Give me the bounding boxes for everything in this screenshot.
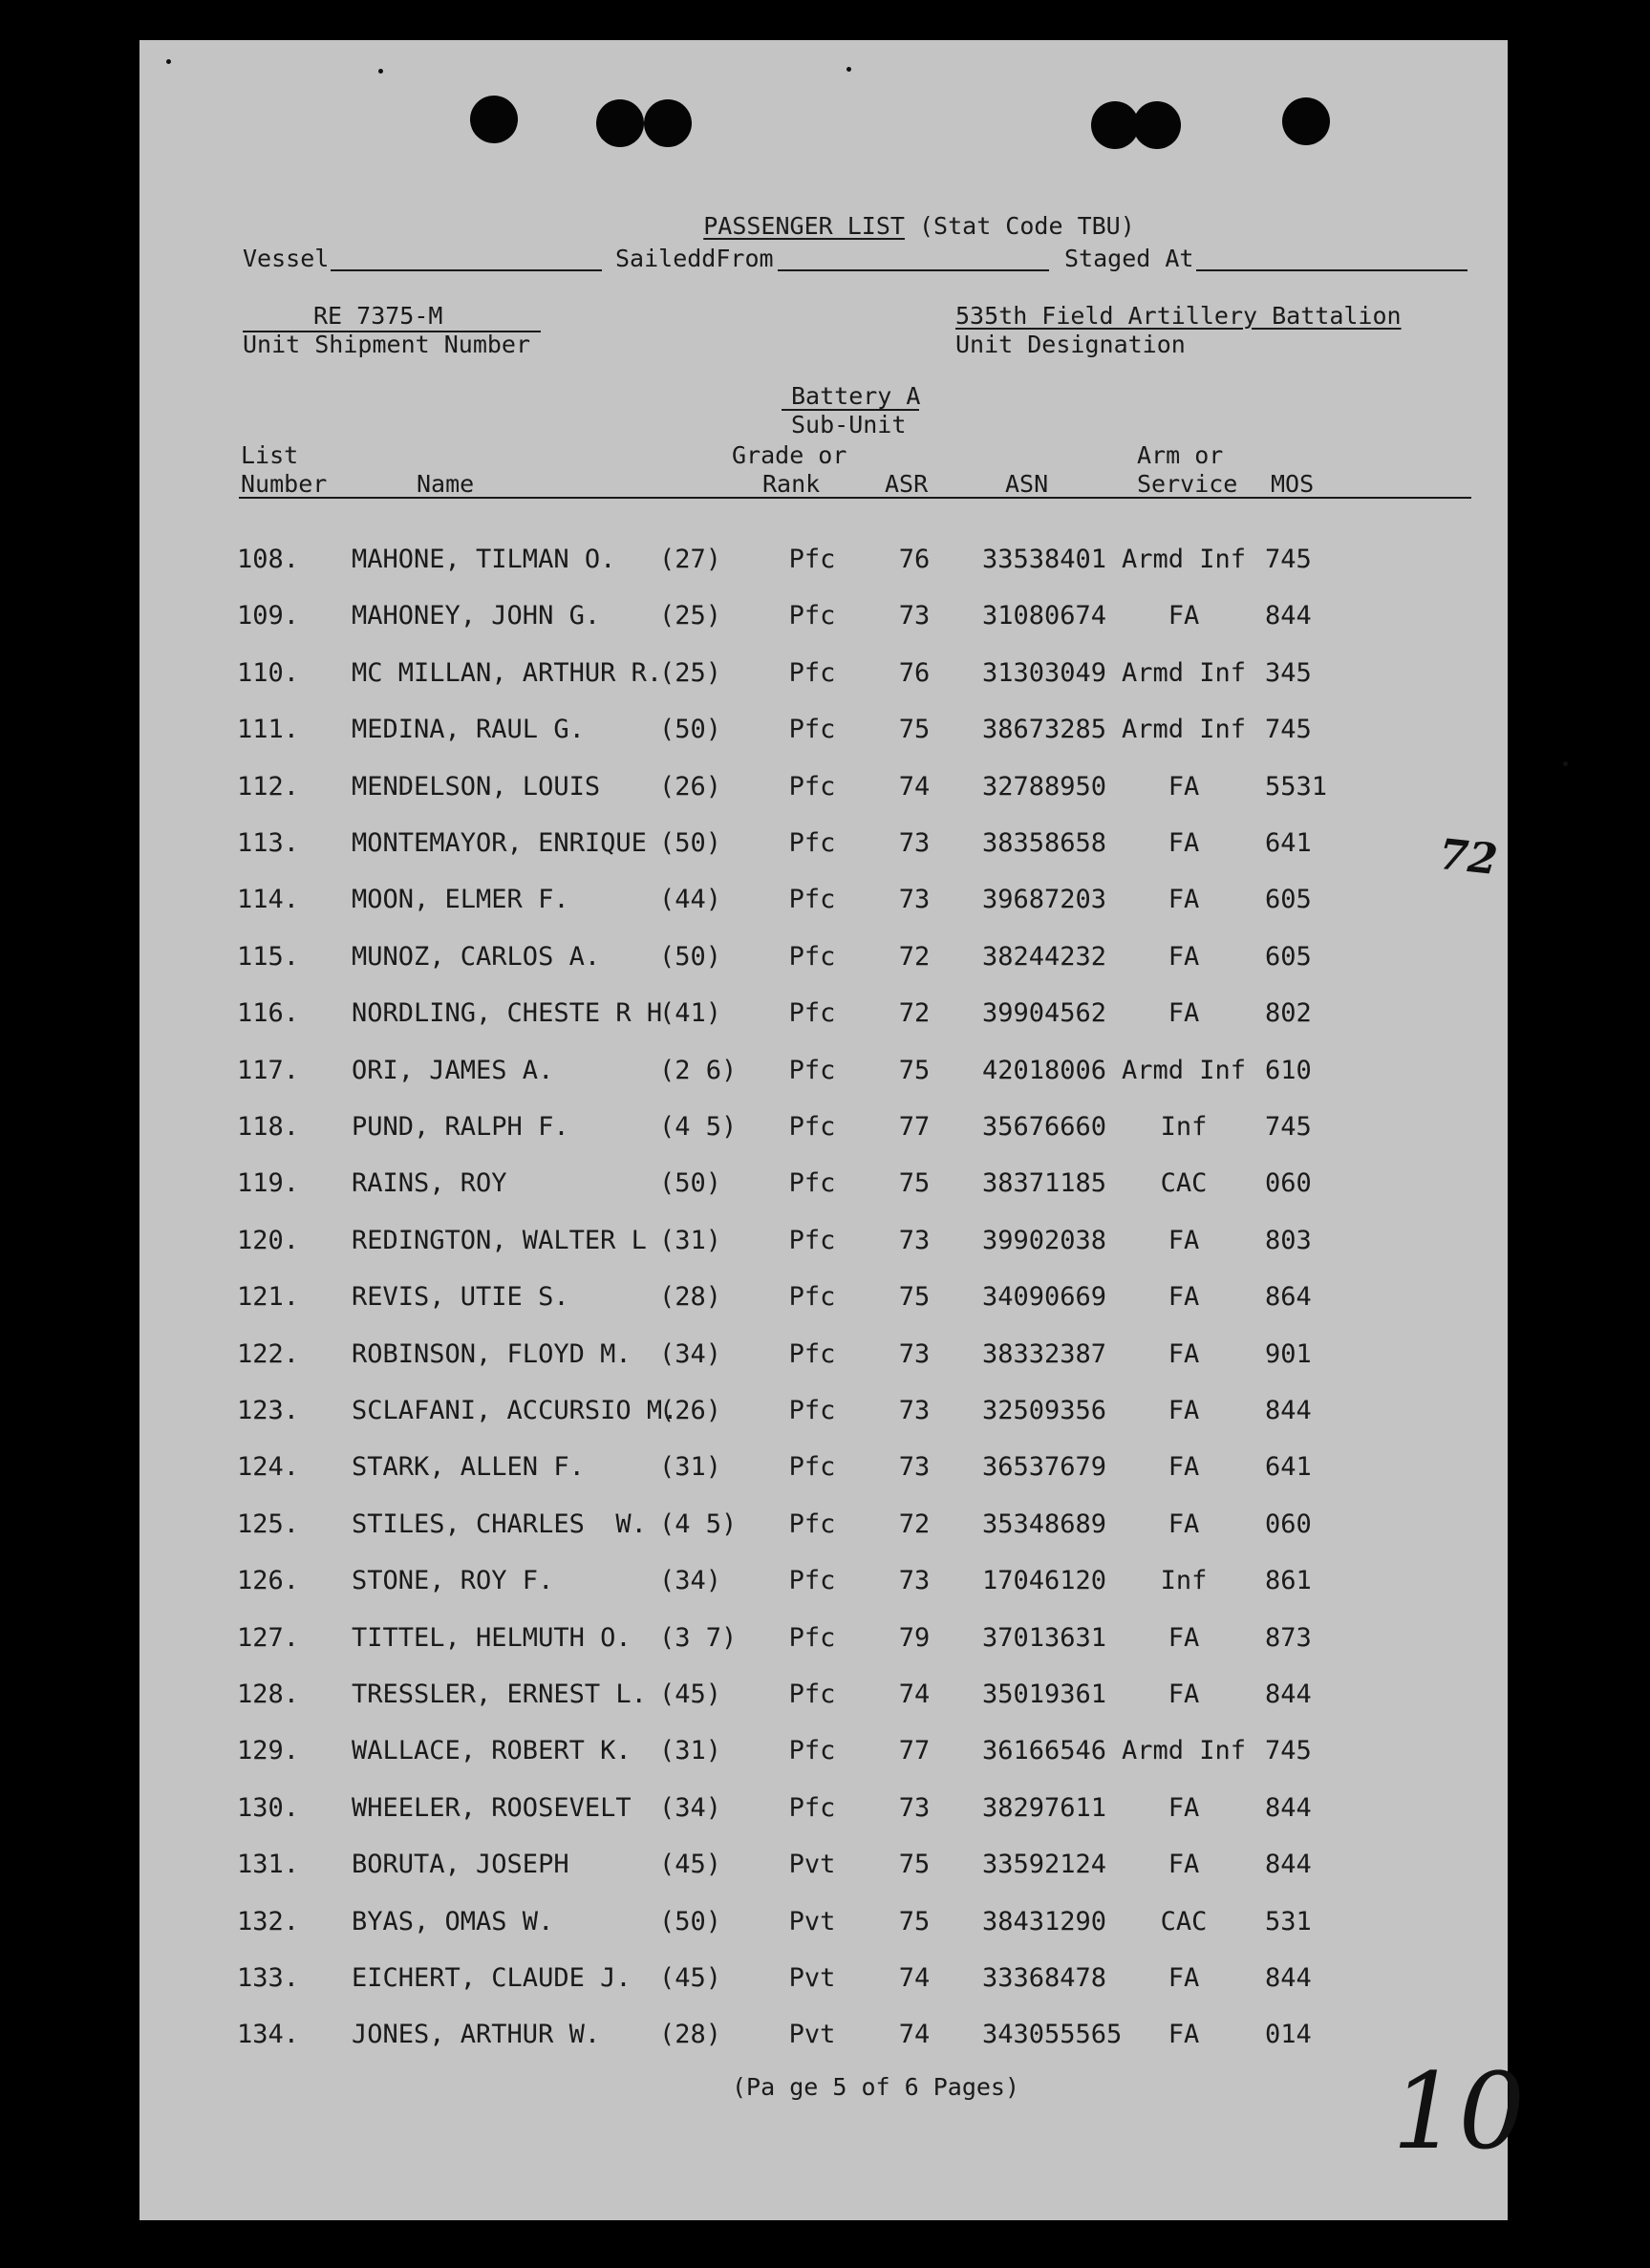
table-row [139, 2016, 1508, 2054]
table-row [139, 1278, 1508, 1316]
passenger-age: (50) [659, 1168, 722, 1198]
arm-service: Armd Inf [1122, 545, 1247, 574]
table-row [139, 1676, 1508, 1714]
asr-score: 74 [898, 2020, 931, 2049]
list-number: 125. [237, 1509, 300, 1539]
passenger-name: TRESSLER, ERNEST L. [352, 1680, 647, 1709]
list-number: 115. [237, 942, 300, 972]
asn-number: 32788950 [982, 772, 1107, 802]
list-number: 120. [237, 1226, 300, 1255]
col-asn: ASN [1005, 470, 1049, 498]
sub-unit: Battery A [791, 382, 921, 410]
asr-score: 73 [898, 1566, 931, 1595]
asr-score: 73 [898, 1396, 931, 1425]
stat-code: (Stat Code TBU) [919, 212, 1135, 240]
grade-rank: Pfc [788, 1452, 836, 1482]
asr-score: 77 [898, 1112, 931, 1142]
passenger-age: (4 5) [659, 1112, 738, 1142]
list-number: 116. [237, 998, 300, 1028]
passenger-age: (25) [659, 601, 722, 631]
asn-number: 31303049 [982, 658, 1107, 688]
punch-hole [596, 99, 644, 147]
grade-rank: Pvt [788, 2020, 836, 2049]
arm-service: FA [1168, 1680, 1200, 1709]
passenger-name: MEDINA, RAUL G. [352, 715, 585, 744]
grade-rank: Pfc [788, 885, 836, 914]
page-footer: (Pa ge 5 of 6 Pages) [732, 2073, 1020, 2101]
asn-number: 32509356 [982, 1396, 1107, 1425]
passenger-age: (2 6) [659, 1056, 738, 1085]
passenger-age: (26) [659, 1396, 722, 1425]
arm-service: Inf [1160, 1112, 1208, 1142]
unit-shipment-number: RE 7375-M [313, 302, 443, 330]
list-number: 123. [237, 1396, 300, 1425]
list-number: 119. [237, 1168, 300, 1198]
arm-service: FA [1168, 1226, 1200, 1255]
asr-score: 72 [898, 942, 931, 972]
passenger-age: (50) [659, 1907, 722, 1936]
document-page [139, 40, 1536, 2220]
grade-rank: Pfc [788, 1282, 836, 1312]
list-number: 117. [237, 1056, 300, 1085]
table-row [139, 1903, 1508, 1941]
arm-service: FA [1168, 1509, 1200, 1539]
asr-score: 74 [898, 772, 931, 802]
grade-rank: Pfc [788, 1793, 836, 1823]
arm-service: FA [1168, 1623, 1200, 1653]
mos-code: 844 [1265, 601, 1312, 631]
mos-code: 641 [1265, 1452, 1312, 1482]
table-row [139, 1619, 1508, 1658]
handwritten-number: 10 [1380, 2050, 1536, 2172]
mos-code: 861 [1265, 1566, 1312, 1595]
table-row [139, 1506, 1508, 1544]
col-asr: ASR [885, 470, 929, 498]
arm-service: Armd Inf [1122, 715, 1247, 744]
dust-speck [1563, 761, 1568, 766]
asr-score: 79 [898, 1623, 931, 1653]
arm-service: FA [1168, 772, 1200, 802]
asn-number: 33368478 [982, 1963, 1107, 1993]
passenger-name: WHEELER, ROOSEVELT [352, 1793, 632, 1823]
arm-service: FA [1168, 828, 1200, 858]
list-number: 121. [237, 1282, 300, 1312]
arm-service: CAC [1160, 1907, 1208, 1936]
col-name: Name [417, 470, 475, 498]
sailed-from-label: SaileddFrom [615, 245, 774, 272]
grade-rank: Pfc [788, 545, 836, 574]
arm-service: FA [1168, 1282, 1200, 1312]
passenger-name: WALLACE, ROBERT K. [352, 1736, 632, 1765]
grade-rank: Pfc [788, 1623, 836, 1653]
table-row [139, 768, 1508, 806]
staged-at-label: Staged At [1064, 245, 1194, 272]
list-number: 111. [237, 715, 300, 744]
table-row [139, 1732, 1508, 1770]
asn-number: 35019361 [982, 1680, 1107, 1709]
passenger-age: (45) [659, 1963, 722, 1993]
asn-number: 36166546 [982, 1736, 1107, 1765]
passenger-age: (50) [659, 828, 722, 858]
passenger-name: NORDLING, CHESTE R H [352, 998, 663, 1028]
punch-hole [1091, 101, 1139, 149]
asn-number: 38431290 [982, 1907, 1107, 1936]
arm-service: Armd Inf [1122, 658, 1247, 688]
mos-code: 844 [1265, 1963, 1312, 1993]
table-row [139, 1562, 1508, 1600]
passenger-age: (31) [659, 1226, 722, 1255]
arm-service: FA [1168, 2020, 1200, 2049]
list-number: 110. [237, 658, 300, 688]
asn-number: 37013631 [982, 1623, 1107, 1653]
arm-service: FA [1168, 1850, 1200, 1879]
table-row [139, 881, 1508, 919]
passenger-name: ORI, JAMES A. [352, 1056, 554, 1085]
grade-rank: Pfc [788, 1056, 836, 1085]
grade-rank: Pfc [788, 1680, 836, 1709]
arm-service: Armd Inf [1122, 1736, 1247, 1765]
dust-speck [378, 69, 383, 74]
sailed-from-blank [778, 269, 1049, 271]
col-list-2: Number [241, 470, 328, 498]
passenger-age: (28) [659, 1282, 722, 1312]
table-row [139, 541, 1508, 579]
grade-rank: Pfc [788, 1226, 836, 1255]
asr-score: 72 [898, 1509, 931, 1539]
col-grade-1: Grade or [732, 441, 847, 469]
table-row [139, 938, 1508, 976]
list-number: 118. [237, 1112, 300, 1142]
passenger-name: TITTEL, HELMUTH O. [352, 1623, 632, 1653]
asr-score: 73 [898, 1452, 931, 1482]
list-number: 108. [237, 545, 300, 574]
unit-shipment-label: Unit Shipment Number [243, 331, 531, 358]
grade-rank: Pfc [788, 1736, 836, 1765]
col-mos: MOS [1271, 470, 1315, 498]
asr-score: 72 [898, 998, 931, 1028]
grade-rank: Pvt [788, 1963, 836, 1993]
asr-score: 73 [898, 1793, 931, 1823]
asn-number: 38297611 [982, 1793, 1107, 1823]
list-number: 128. [237, 1680, 300, 1709]
passenger-age: (50) [659, 715, 722, 744]
mos-code: 745 [1265, 545, 1312, 574]
passenger-name: REDINGTON, WALTER L [352, 1226, 647, 1255]
mos-code: 844 [1265, 1850, 1312, 1879]
passenger-age: (41) [659, 998, 722, 1028]
col-arm-2: Service [1137, 470, 1238, 498]
grade-rank: Pfc [788, 942, 836, 972]
table-row [139, 1959, 1508, 1998]
passenger-age: (45) [659, 1680, 722, 1709]
asn-number: 38371185 [982, 1168, 1107, 1198]
arm-service: FA [1168, 1963, 1200, 1993]
passenger-name: ROBINSON, FLOYD M. [352, 1339, 632, 1369]
passenger-name: MONTEMAYOR, ENRIQUE [352, 828, 647, 858]
col-list-1: List [241, 441, 299, 469]
list-number: 130. [237, 1793, 300, 1823]
asr-score: 75 [898, 1282, 931, 1312]
mos-code: 864 [1265, 1282, 1312, 1312]
grade-rank: Pfc [788, 1396, 836, 1425]
col-arm-1: Arm or [1137, 441, 1224, 469]
document-title: PASSENGER LIST [703, 212, 905, 240]
list-number: 114. [237, 885, 300, 914]
mos-code: 610 [1265, 1056, 1312, 1085]
asn-number: 33538401 [982, 545, 1107, 574]
mos-code: 531 [1265, 1907, 1312, 1936]
arm-service: CAC [1160, 1168, 1208, 1198]
table-row [139, 1222, 1508, 1260]
dust-speck [846, 67, 851, 72]
mos-code: 060 [1265, 1168, 1312, 1198]
asn-number: 33592124 [982, 1850, 1107, 1879]
passenger-name: MOON, ELMER F. [352, 885, 569, 914]
mos-code: 844 [1265, 1793, 1312, 1823]
table-row [139, 711, 1508, 749]
mos-code: 745 [1265, 1736, 1312, 1765]
asn-number: 343055565 [982, 2020, 1123, 2049]
table-row [139, 1336, 1508, 1374]
asn-number: 34090669 [982, 1282, 1107, 1312]
passenger-age: (28) [659, 2020, 722, 2049]
mos-code: 844 [1265, 1680, 1312, 1709]
table-row [139, 1789, 1508, 1828]
mos-code: 873 [1265, 1623, 1312, 1653]
punch-hole [470, 96, 518, 143]
arm-service: FA [1168, 1339, 1200, 1369]
passenger-age: (44) [659, 885, 722, 914]
asr-score: 75 [898, 715, 931, 744]
passenger-name: PUND, RALPH F. [352, 1112, 569, 1142]
list-number: 131. [237, 1850, 300, 1879]
arm-service: FA [1168, 1396, 1200, 1425]
mos-code: 745 [1265, 715, 1312, 744]
unit-designation-label: Unit Designation [955, 331, 1186, 358]
list-number: 129. [237, 1736, 300, 1765]
passenger-age: (34) [659, 1339, 722, 1369]
arm-service: FA [1168, 1793, 1200, 1823]
passenger-name: STONE, ROY F. [352, 1566, 554, 1595]
asr-score: 75 [898, 1056, 931, 1085]
asr-score: 73 [898, 601, 931, 631]
grade-rank: Pfc [788, 998, 836, 1028]
asr-score: 75 [898, 1907, 931, 1936]
grade-rank: Pfc [788, 772, 836, 802]
asr-score: 73 [898, 828, 931, 858]
passenger-name: MENDELSON, LOUIS [352, 772, 601, 802]
list-number: 113. [237, 828, 300, 858]
mos-code: 345 [1265, 658, 1312, 688]
passenger-age: (31) [659, 1736, 722, 1765]
asn-number: 42018006 [982, 1056, 1107, 1085]
asn-number: 39902038 [982, 1226, 1107, 1255]
dust-speck [166, 59, 171, 64]
passenger-age: (34) [659, 1566, 722, 1595]
unit-designation: 535th Field Artillery Battalion [955, 302, 1402, 330]
table-row [139, 995, 1508, 1033]
grade-rank: Pfc [788, 1566, 836, 1595]
asr-score: 74 [898, 1680, 931, 1709]
mos-code: 901 [1265, 1339, 1312, 1369]
passenger-age: (34) [659, 1793, 722, 1823]
passenger-name: RAINS, ROY [352, 1168, 507, 1198]
table-row [139, 1108, 1508, 1146]
list-number: 132. [237, 1907, 300, 1936]
mos-code: 014 [1265, 2020, 1312, 2049]
list-number: 112. [237, 772, 300, 802]
asn-number: 35676660 [982, 1112, 1107, 1142]
asn-number: 17046120 [982, 1566, 1107, 1595]
passenger-age: (45) [659, 1850, 722, 1879]
passenger-age: (25) [659, 658, 722, 688]
punch-hole [1282, 97, 1330, 145]
passenger-age: (3 7) [659, 1623, 738, 1653]
asn-number: 36537679 [982, 1452, 1107, 1482]
list-number: 124. [237, 1452, 300, 1482]
grade-rank: Pfc [788, 1509, 836, 1539]
punch-hole [1133, 101, 1181, 149]
passenger-name: SCLAFANI, ACCURSIO M. [352, 1396, 678, 1425]
list-number: 134. [237, 2020, 300, 2049]
asn-number: 35348689 [982, 1509, 1107, 1539]
grade-rank: Pvt [788, 1850, 836, 1879]
list-number: 127. [237, 1623, 300, 1653]
table-row [139, 824, 1508, 863]
grade-rank: Pfc [788, 1339, 836, 1369]
table-row [139, 1052, 1508, 1090]
mos-code: 641 [1265, 828, 1312, 858]
mos-code: 5531 [1265, 772, 1328, 802]
mos-code: 802 [1265, 998, 1312, 1028]
asr-score: 73 [898, 1339, 931, 1369]
asn-number: 38332387 [982, 1339, 1107, 1369]
passenger-name: STARK, ALLEN F. [352, 1452, 585, 1482]
asn-number: 38673285 [982, 715, 1107, 744]
asr-score: 76 [898, 545, 931, 574]
table-row [139, 597, 1508, 635]
table-row [139, 654, 1508, 693]
grade-rank: Pfc [788, 658, 836, 688]
header-rule [239, 497, 1471, 499]
grade-rank: Pfc [788, 828, 836, 858]
mos-code: 605 [1265, 942, 1312, 972]
asn-number: 31080674 [982, 601, 1107, 631]
passenger-name: MAHONE, TILMAN O. [352, 545, 616, 574]
passenger-age: (27) [659, 545, 722, 574]
passenger-name: REVIS, UTIE S. [352, 1282, 569, 1312]
asr-score: 75 [898, 1168, 931, 1198]
grade-rank: Pfc [788, 1112, 836, 1142]
mos-code: 745 [1265, 1112, 1312, 1142]
vessel-blank [331, 269, 602, 271]
list-number: 126. [237, 1566, 300, 1595]
passenger-name: EICHERT, CLAUDE J. [352, 1963, 632, 1993]
grade-rank: Pvt [788, 1907, 836, 1936]
asr-score: 74 [898, 1963, 931, 1993]
table-row [139, 1392, 1508, 1430]
mos-code: 605 [1265, 885, 1312, 914]
passenger-name: BORUTA, JOSEPH [352, 1850, 569, 1879]
mos-code: 844 [1265, 1396, 1312, 1425]
asr-score: 77 [898, 1736, 931, 1765]
table-row [139, 1448, 1508, 1487]
passenger-name: MAHONEY, JOHN G. [352, 601, 601, 631]
passenger-age: (31) [659, 1452, 722, 1482]
arm-service: Inf [1160, 1566, 1208, 1595]
asn-number: 38358658 [982, 828, 1107, 858]
list-number: 122. [237, 1339, 300, 1369]
table-row [139, 1846, 1508, 1884]
passenger-name: STILES, CHARLES W. [352, 1509, 647, 1539]
asr-score: 76 [898, 658, 931, 688]
passenger-name: MC MILLAN, ARTHUR R. [352, 658, 663, 688]
col-grade-2: Rank [762, 470, 821, 498]
asr-score: 75 [898, 1850, 931, 1879]
asr-score: 73 [898, 1226, 931, 1255]
passenger-name: JONES, ARTHUR W. [352, 2020, 601, 2049]
margin-note: 72 [1436, 829, 1500, 886]
passenger-age: (50) [659, 942, 722, 972]
arm-service: FA [1168, 601, 1200, 631]
asn-number: 39904562 [982, 998, 1107, 1028]
asn-number: 39687203 [982, 885, 1107, 914]
passenger-age: (26) [659, 772, 722, 802]
list-number: 109. [237, 601, 300, 631]
asr-score: 73 [898, 885, 931, 914]
arm-service: Armd Inf [1122, 1056, 1247, 1085]
mos-code: 803 [1265, 1226, 1312, 1255]
table-row [139, 1165, 1508, 1203]
staged-at-blank [1196, 269, 1468, 271]
vessel-label: Vessel [243, 245, 330, 272]
arm-service: FA [1168, 885, 1200, 914]
grade-rank: Pfc [788, 1168, 836, 1198]
passenger-name: MUNOZ, CARLOS A. [352, 942, 601, 972]
passenger-name: BYAS, OMAS W. [352, 1907, 554, 1936]
arm-service: FA [1168, 998, 1200, 1028]
arm-service: FA [1168, 1452, 1200, 1482]
arm-service: FA [1168, 942, 1200, 972]
punch-hole [644, 99, 692, 147]
asn-number: 38244232 [982, 942, 1107, 972]
sub-unit-label: Sub-Unit [791, 411, 907, 439]
grade-rank: Pfc [788, 601, 836, 631]
grade-rank: Pfc [788, 715, 836, 744]
passenger-age: (4 5) [659, 1509, 738, 1539]
list-number: 133. [237, 1963, 300, 1993]
mos-code: 060 [1265, 1509, 1312, 1539]
